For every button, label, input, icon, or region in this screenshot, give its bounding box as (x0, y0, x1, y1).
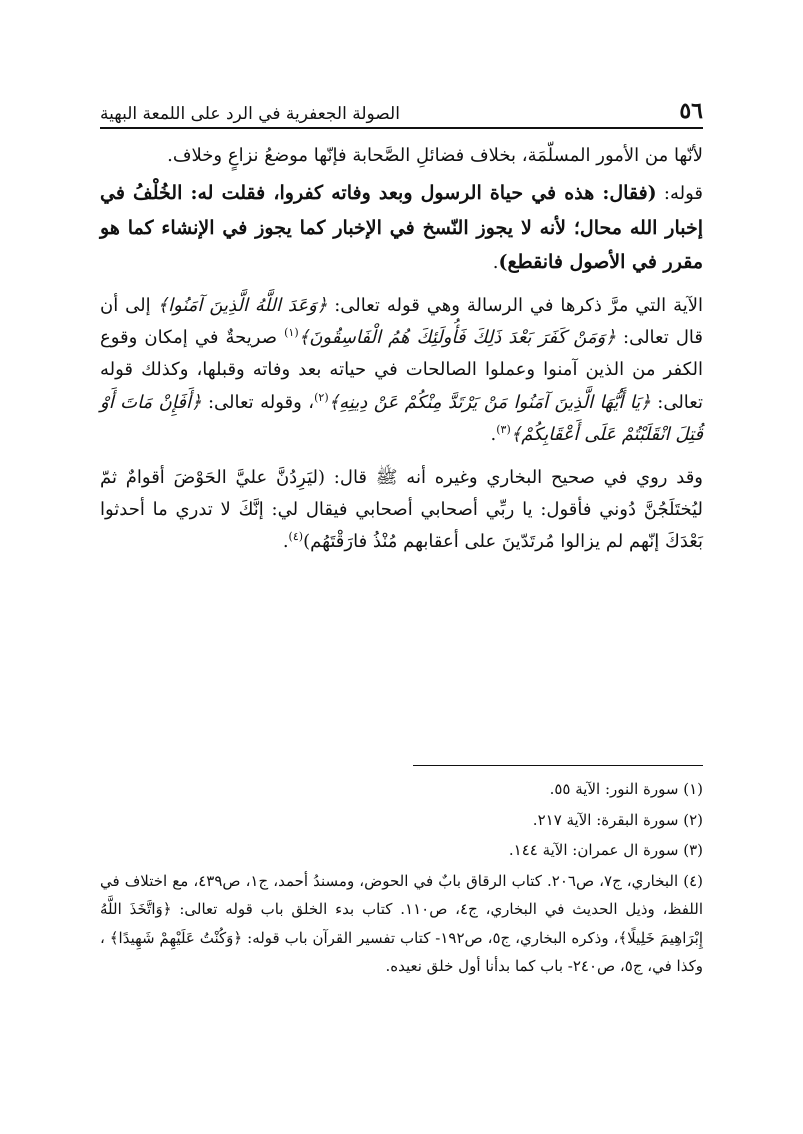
paragraph-2-intro: قوله: (656, 183, 703, 205)
quoted-statement: (فقال: هذه في حياة الرسول وبعد وفاته كفروا، فقلت له: الخُلْفُ في إخبار الله محال؛ لأنه لا يجوز النّسخ في الإخبار كما يجوز في الإنشاء كما هو مقرر في الأصول فانقطع) (100, 182, 703, 274)
footnote-rule (413, 765, 703, 766)
footnote-2: (٢) سورة البقرة: الآية ٢١٧. (532, 810, 703, 829)
quran-verse-3: ﴿يَا أَيُّهَا الَّذِينَ آمَنُوا مَنْ يَرْتَدَّ مِنْكُمْ عَنْ دِينِهِ﴾ (328, 391, 651, 413)
footnote-ref-4[interactable]: (٤) (288, 530, 304, 544)
footnote-1: (١) سورة النور: الآية ٥٥. (549, 780, 703, 798)
paragraph-4-end: . (282, 531, 289, 553)
paragraph-1: لأنّها من الأمور المسلّمَة، بخلاف فضائلِ الصَّحابة فإنّها موضعُ نزاعٍ وخلاف. (167, 145, 703, 166)
paragraph-3-text-d: ، وقوله تعالى: (201, 391, 315, 413)
footnote-ref-2[interactable]: (٢) (314, 390, 329, 404)
header-rule (100, 127, 703, 129)
footnotes (100, 775, 703, 983)
footnote-3: (٣) سورة ال عمران: الآية ١٤٤. (508, 841, 703, 859)
page-header (100, 82, 703, 124)
footnote-ref-3[interactable]: (٣) (496, 423, 511, 437)
hadith-text: وقد روي في صحيح البخاري وغيره أنه ﷺ قال: (ليَرِدُنَّ عليَّ الحَوْضَ أقوامٌ ثمّ ليُختَلَجُنَّ دُوني فأقول: يا ربِّي أصحابي أصحابي فيقال لي: إنَّكَ لا تدري ما أحدثوا بَعْدَكَ إنّهم لم يزالوا مُرتَدّينَ على أعقابهم مُنْذُ فارَقْتَهُم) (100, 466, 703, 553)
paragraph-3-end: . (490, 424, 497, 446)
footnote-ref-1[interactable]: (١) (284, 325, 299, 339)
quran-verse-1: ﴿وَعَدَ اللَّهُ الَّذِينَ آمَنُوا﴾ (157, 294, 328, 316)
paragraph-2 (100, 176, 703, 279)
paragraph-3 (100, 290, 703, 452)
paragraph-3-text-a: الآية التي مرَّ ذكرها في الرسالة وهي قوله تعالى: (327, 294, 703, 316)
quran-verse-4: ﴿أَفَإِنْ مَاتَ أَوْ قُتِلَ انْقَلَبْتُمْ عَلَى أَعْقَابِكُمْ﴾ (100, 391, 703, 446)
paragraph-4 (100, 462, 703, 559)
page-number: ٥٦ (679, 98, 703, 124)
main-text (100, 140, 703, 563)
footnote-4: (٤) البخاري، ج٧، ص٢٠٦. كتاب الرقاق بابٌ في الحوض، ومسندُ أحمد، ج١، ص٤٣٩، مع اختلاف في اللفظ، وذيل الحديث في البخاري، ج٤، ص١١٠. كتاب بدء الخلق باب قوله تعالى: ﴿وَاتَّخَذَ اللَّهُ إِبْرَاهِيمَ خَلِيلًا﴾، وذكره البخاري، ج٥، ص١٩٢- كتاب تفسير القرآن باب قوله: ﴿وَكُنْتُ عَلَيْهِمْ شَهِيدًا﴾ ، وكذا في، ج٥، ص٢٤٠- باب كما بدأنا أول خلق نعيده. (100, 871, 703, 975)
quran-verse-2: ﴿وَمَنْ كَفَرَ بَعْدَ ذَلِكَ فَأُولَئِكَ هُمُ الْفَاسِقُونَ﴾ (298, 326, 616, 348)
paragraph-3-text-b: إلى أن قال تعالى: (100, 294, 703, 348)
paragraph-2-end: . (492, 252, 499, 274)
running-title: الصولة الجعفرية في الرد على اللمعة البهية (100, 104, 400, 124)
paragraph-3-text-c: صريحةٌ في إمكان وقوع الكفر من الذين آمنوا وعملوا الصالحات في حياته بعد وفاته وقبلها، وكذلك قوله تعالى: (100, 326, 703, 413)
